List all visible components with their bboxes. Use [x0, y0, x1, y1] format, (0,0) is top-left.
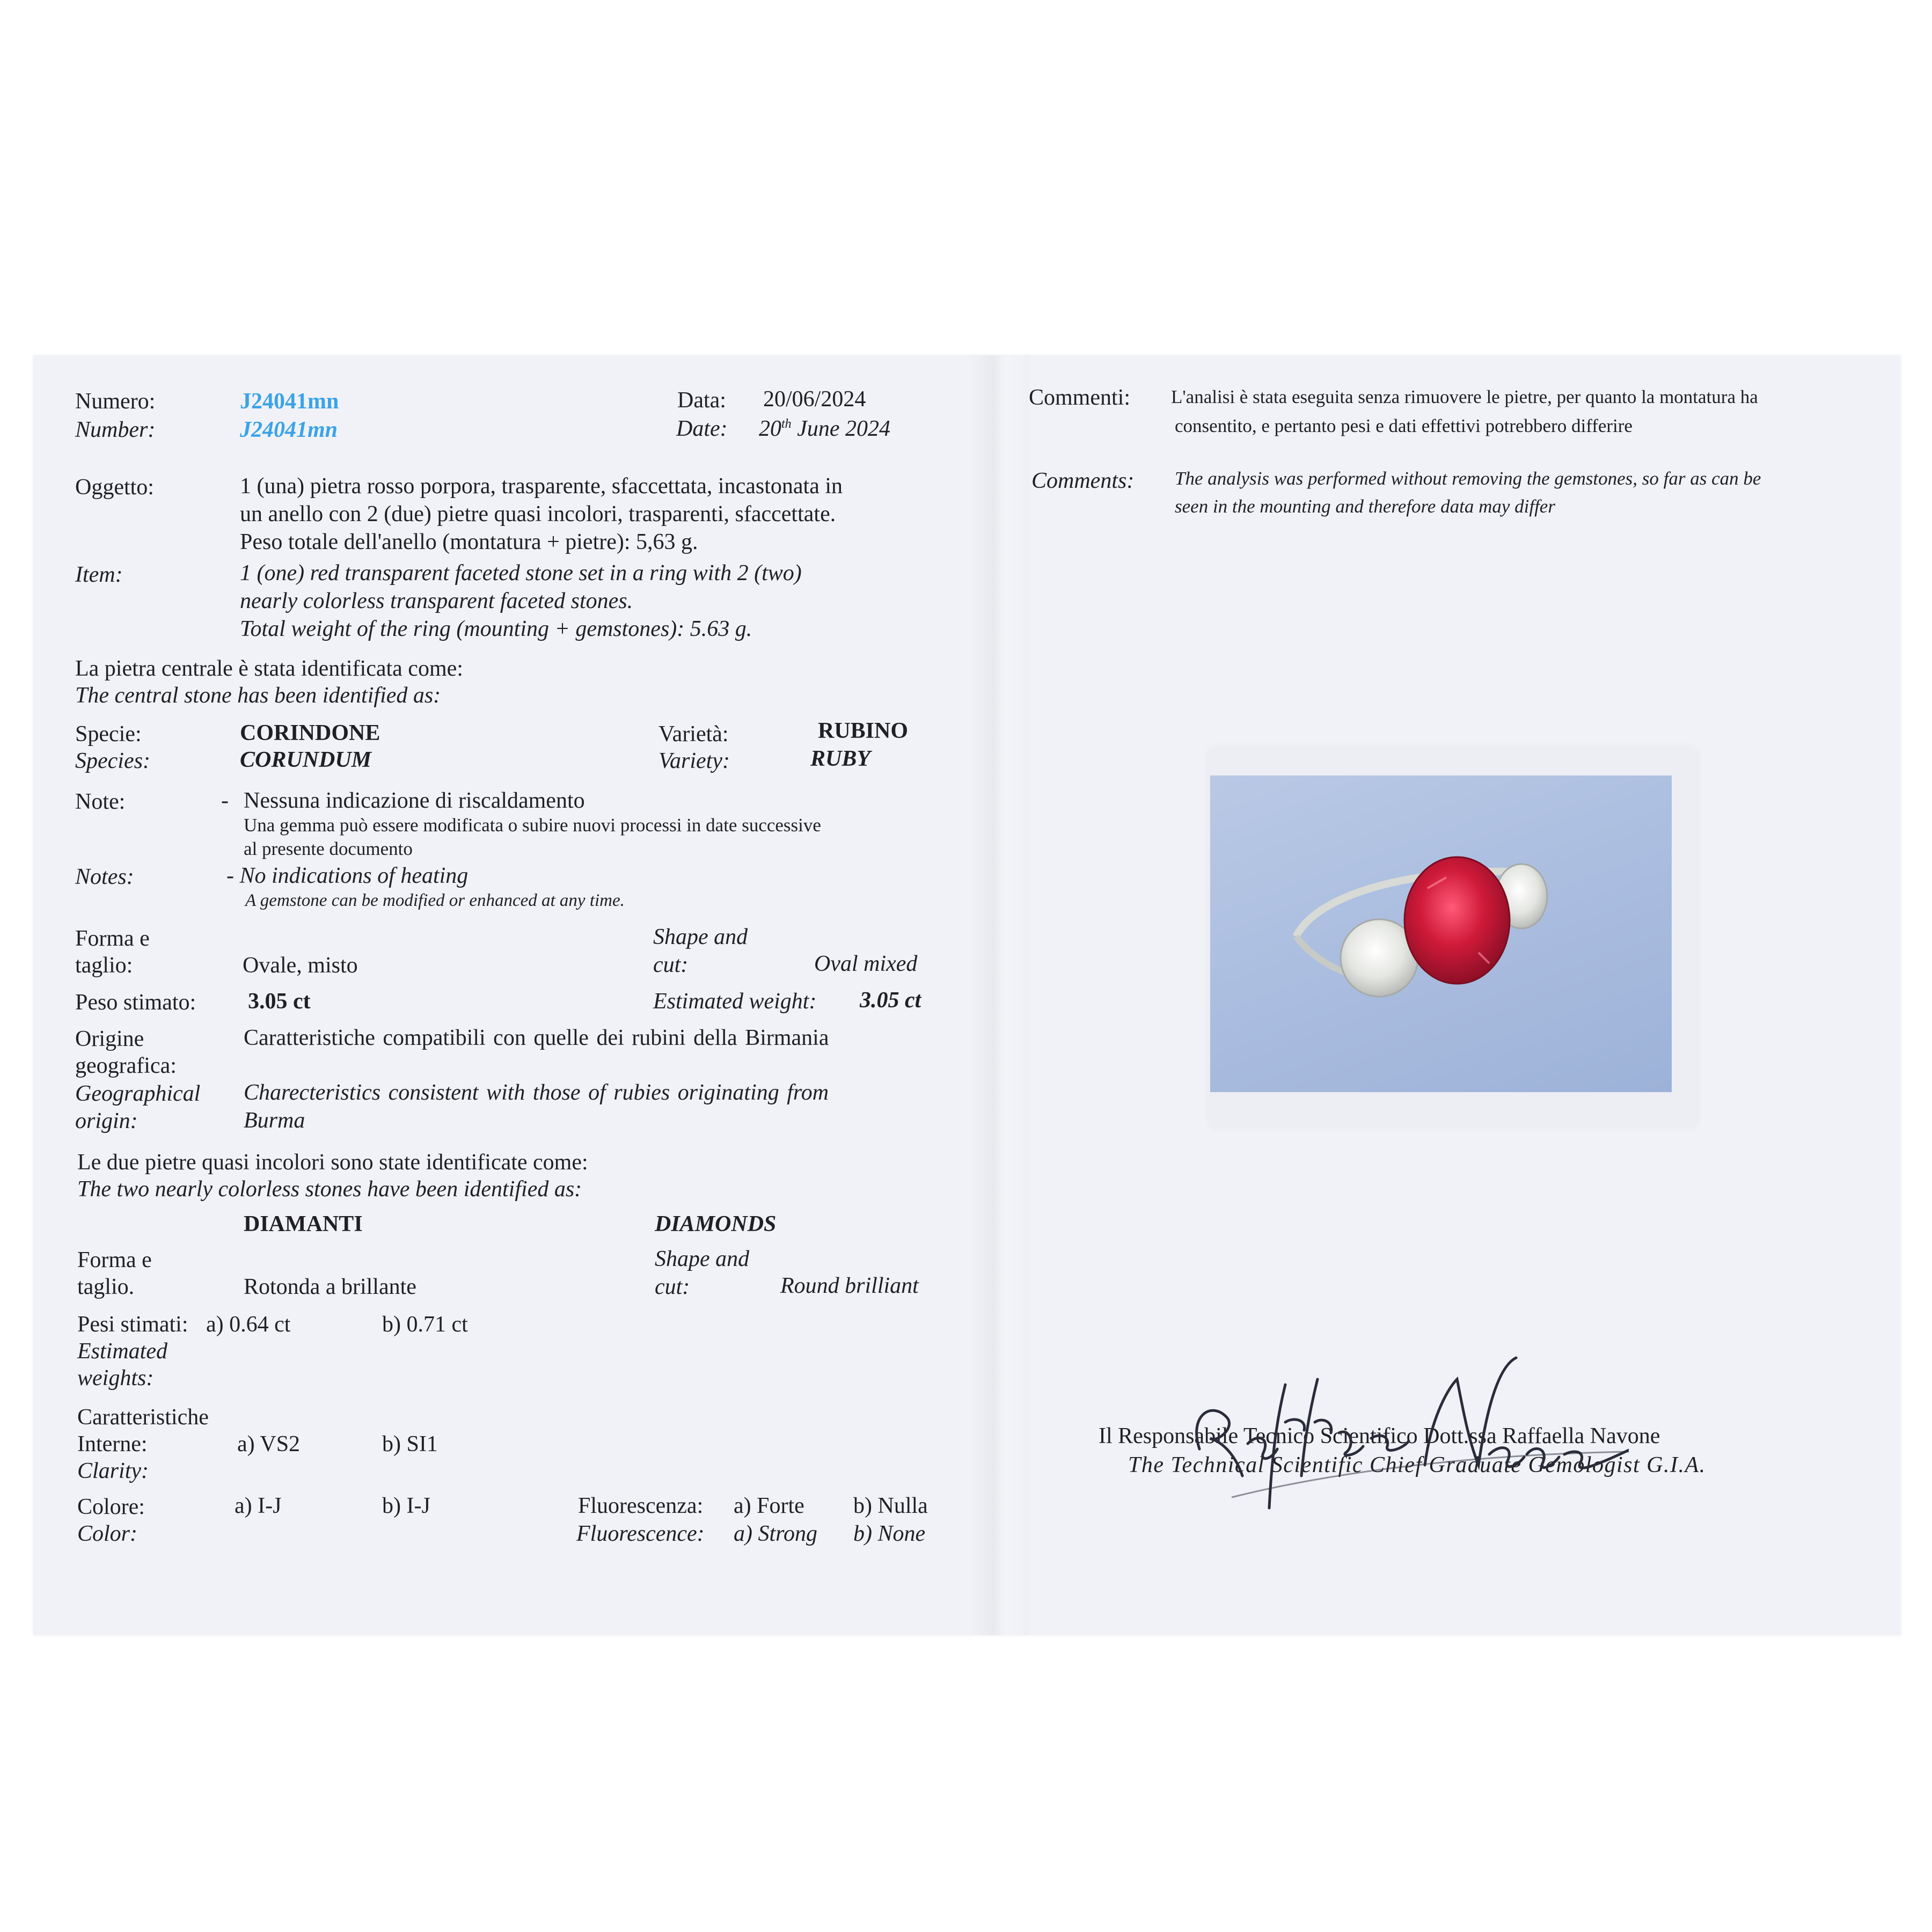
colore-a: a) I-J — [235, 1494, 282, 1518]
comments-label: Comments: — [1031, 469, 1135, 493]
number-value: J24041mn — [240, 418, 338, 442]
est-weight-value: 3.05 ct — [860, 988, 921, 1013]
shape-value: Oval mixed — [814, 952, 918, 976]
dia-forma-label-2: taglio. — [77, 1275, 135, 1299]
forma-value: Ovale, misto — [243, 953, 358, 978]
diamonds-name-it: DIAMANTI — [244, 1212, 363, 1236]
data-label: Data: — [677, 388, 726, 413]
item-line: Total weight of the ring (mounting + gemstones): 5.63 g. — [240, 617, 752, 641]
geo-label-2: origin: — [75, 1109, 138, 1133]
dia-forma-label-1: Forma e — [77, 1248, 152, 1272]
item-text — [240, 559, 802, 643]
central-intro-en: The central stone has been identified as: — [75, 683, 441, 708]
forma-label-2: taglio: — [75, 953, 133, 978]
comments-line-2: seen in the mounting and therefore data may differ — [1175, 496, 1555, 517]
diamonds-intro-en: The two nearly colorless stones have been identified as: — [77, 1177, 582, 1202]
item-line: 1 (one) red transparent faceted stone set in a ring with 2 (two) — [240, 561, 802, 586]
date-value: 20th June 2024 — [759, 416, 890, 441]
origine-value: Caratteristiche compatibili con quelle dei rubini della Birmania — [244, 1026, 829, 1050]
varieta-value: RUBINO — [818, 719, 909, 743]
fluo-b-it: b) Nulla — [853, 1494, 928, 1518]
variety-value: RUBY — [810, 747, 871, 771]
colore-label: Colore: — [77, 1495, 145, 1519]
est-weights-label-2: weights: — [77, 1366, 154, 1391]
clarity-a: a) VS2 — [237, 1432, 301, 1457]
clarity-label: Clarity: — [77, 1459, 149, 1483]
specie-label: Specie: — [75, 722, 142, 747]
card-fold — [970, 355, 1029, 1635]
clarity-b: b) SI1 — [382, 1432, 438, 1457]
note-disclaimer-1: Una gemma può essere modificata o subire nuovi processi in date successive — [244, 815, 821, 836]
caratteristiche-label-2: Interne: — [77, 1432, 148, 1457]
dia-shape-label-2: cut: — [655, 1275, 690, 1299]
pesi-label: Pesi stimati: — [77, 1312, 188, 1337]
note-disclaimer-2: al presente documento — [244, 838, 413, 859]
oggetto-text — [240, 472, 843, 556]
species-label: Species: — [75, 749, 150, 773]
notes-value: - No indications of heating — [226, 863, 469, 888]
numero-value: J24041mn — [240, 389, 339, 414]
specie-value: CORINDONE — [240, 721, 380, 745]
item-line: nearly colorless transparent faceted stones. — [240, 589, 633, 613]
geo-label-1: Geographical — [75, 1081, 201, 1106]
fluo-a-en: a) Strong — [734, 1521, 817, 1546]
origine-label-2: geografica: — [75, 1053, 177, 1078]
varieta-label: Varietà: — [658, 722, 729, 747]
numero-label: Numero: — [75, 389, 156, 414]
note-label: Note: — [75, 789, 126, 814]
handwritten-signature — [1178, 1336, 1629, 1519]
commenti-line-2: consentito, e pertanto pesi e dati effettivi potrebbero differire — [1175, 415, 1633, 436]
est-weight-label: Estimated weight: — [653, 989, 817, 1014]
notes-disclaimer: A gemstone can be modified or enhanced at any time. — [245, 891, 625, 910]
comments-line-1: The analysis was performed without removing the gemstones, so far as can be — [1175, 468, 1761, 489]
data-value: 20/06/2024 — [763, 387, 866, 412]
central-intro-it: La pietra centrale è stata identificata come: — [75, 656, 463, 681]
shape-label-2: cut: — [653, 953, 689, 977]
species-value: CORUNDUM — [240, 748, 372, 772]
forma-label-1: Forma e — [75, 926, 150, 951]
note-value: Nessuna indicazione di riscaldamento — [244, 788, 585, 813]
fluo-label-it: Fluorescenza: — [578, 1494, 704, 1518]
caratteristiche-label-1: Caratteristiche — [77, 1405, 209, 1430]
pesi-a: a) 0.64 ct — [206, 1312, 291, 1337]
geo-value-2: Burma — [244, 1108, 305, 1133]
commenti-label: Commenti: — [1029, 385, 1130, 410]
number-label: Number: — [75, 418, 156, 442]
variety-label: Variety: — [658, 749, 730, 773]
dia-forma-value: Rotonda a brillante — [244, 1275, 416, 1299]
left-panel — [33, 355, 970, 1635]
item-label: Item: — [75, 562, 123, 587]
est-weights-label-1: Estimated — [77, 1339, 167, 1364]
ring-photo — [1210, 775, 1672, 1092]
diamonds-intro-it: Le due pietre quasi incolori sono state identificate come: — [77, 1150, 588, 1175]
oggetto-label: Oggetto: — [75, 475, 154, 500]
signatory-line-en: The Technical Scientific Chief Graduate Gemologist G.I.A. — [1128, 1453, 1706, 1477]
oggetto-line: Peso totale dell'anello (montatura + pietre): 5,63 g. — [240, 530, 698, 554]
dia-shape-label-1: Shape and — [655, 1247, 750, 1271]
oggetto-line: un anello con 2 (due) pietre quasi incolori, trasparenti, sfaccettate. — [240, 502, 836, 526]
peso-label: Peso stimato: — [75, 990, 196, 1015]
ring-illustration — [1210, 775, 1672, 1092]
signatory-line-it: Il Responsabile Tecnico Scientifico Dott.ssa Raffaella Navone — [1099, 1424, 1660, 1448]
notes-label: Notes: — [75, 865, 134, 889]
color-label: Color: — [77, 1521, 138, 1546]
diamonds-name-en: DIAMONDS — [655, 1212, 777, 1236]
oggetto-line: 1 (una) pietra rosso porpora, trasparente, sfaccettata, incastonata in — [240, 474, 843, 499]
origine-label-1: Origine — [75, 1027, 144, 1051]
pesi-b: b) 0.71 ct — [382, 1312, 468, 1337]
peso-value: 3.05 ct — [248, 989, 311, 1014]
fluo-label-en: Fluorescence: — [576, 1521, 705, 1546]
note-dash: - — [221, 788, 229, 813]
fluo-b-en: b) None — [853, 1521, 926, 1546]
colore-b: b) I-J — [382, 1494, 430, 1518]
dia-shape-value: Round brilliant — [780, 1274, 919, 1298]
fluo-a-it: a) Forte — [734, 1494, 804, 1518]
commenti-line-1: L'analisi è stata eseguita senza rimuovere le pietre, per quanto la montatura ha — [1171, 386, 1758, 407]
ruby-stone — [1404, 857, 1510, 984]
geo-value-1: Charecteristics consistent with those of rubies originating from — [244, 1080, 829, 1105]
shape-label-1: Shape and — [653, 925, 748, 949]
date-label: Date: — [676, 416, 728, 441]
